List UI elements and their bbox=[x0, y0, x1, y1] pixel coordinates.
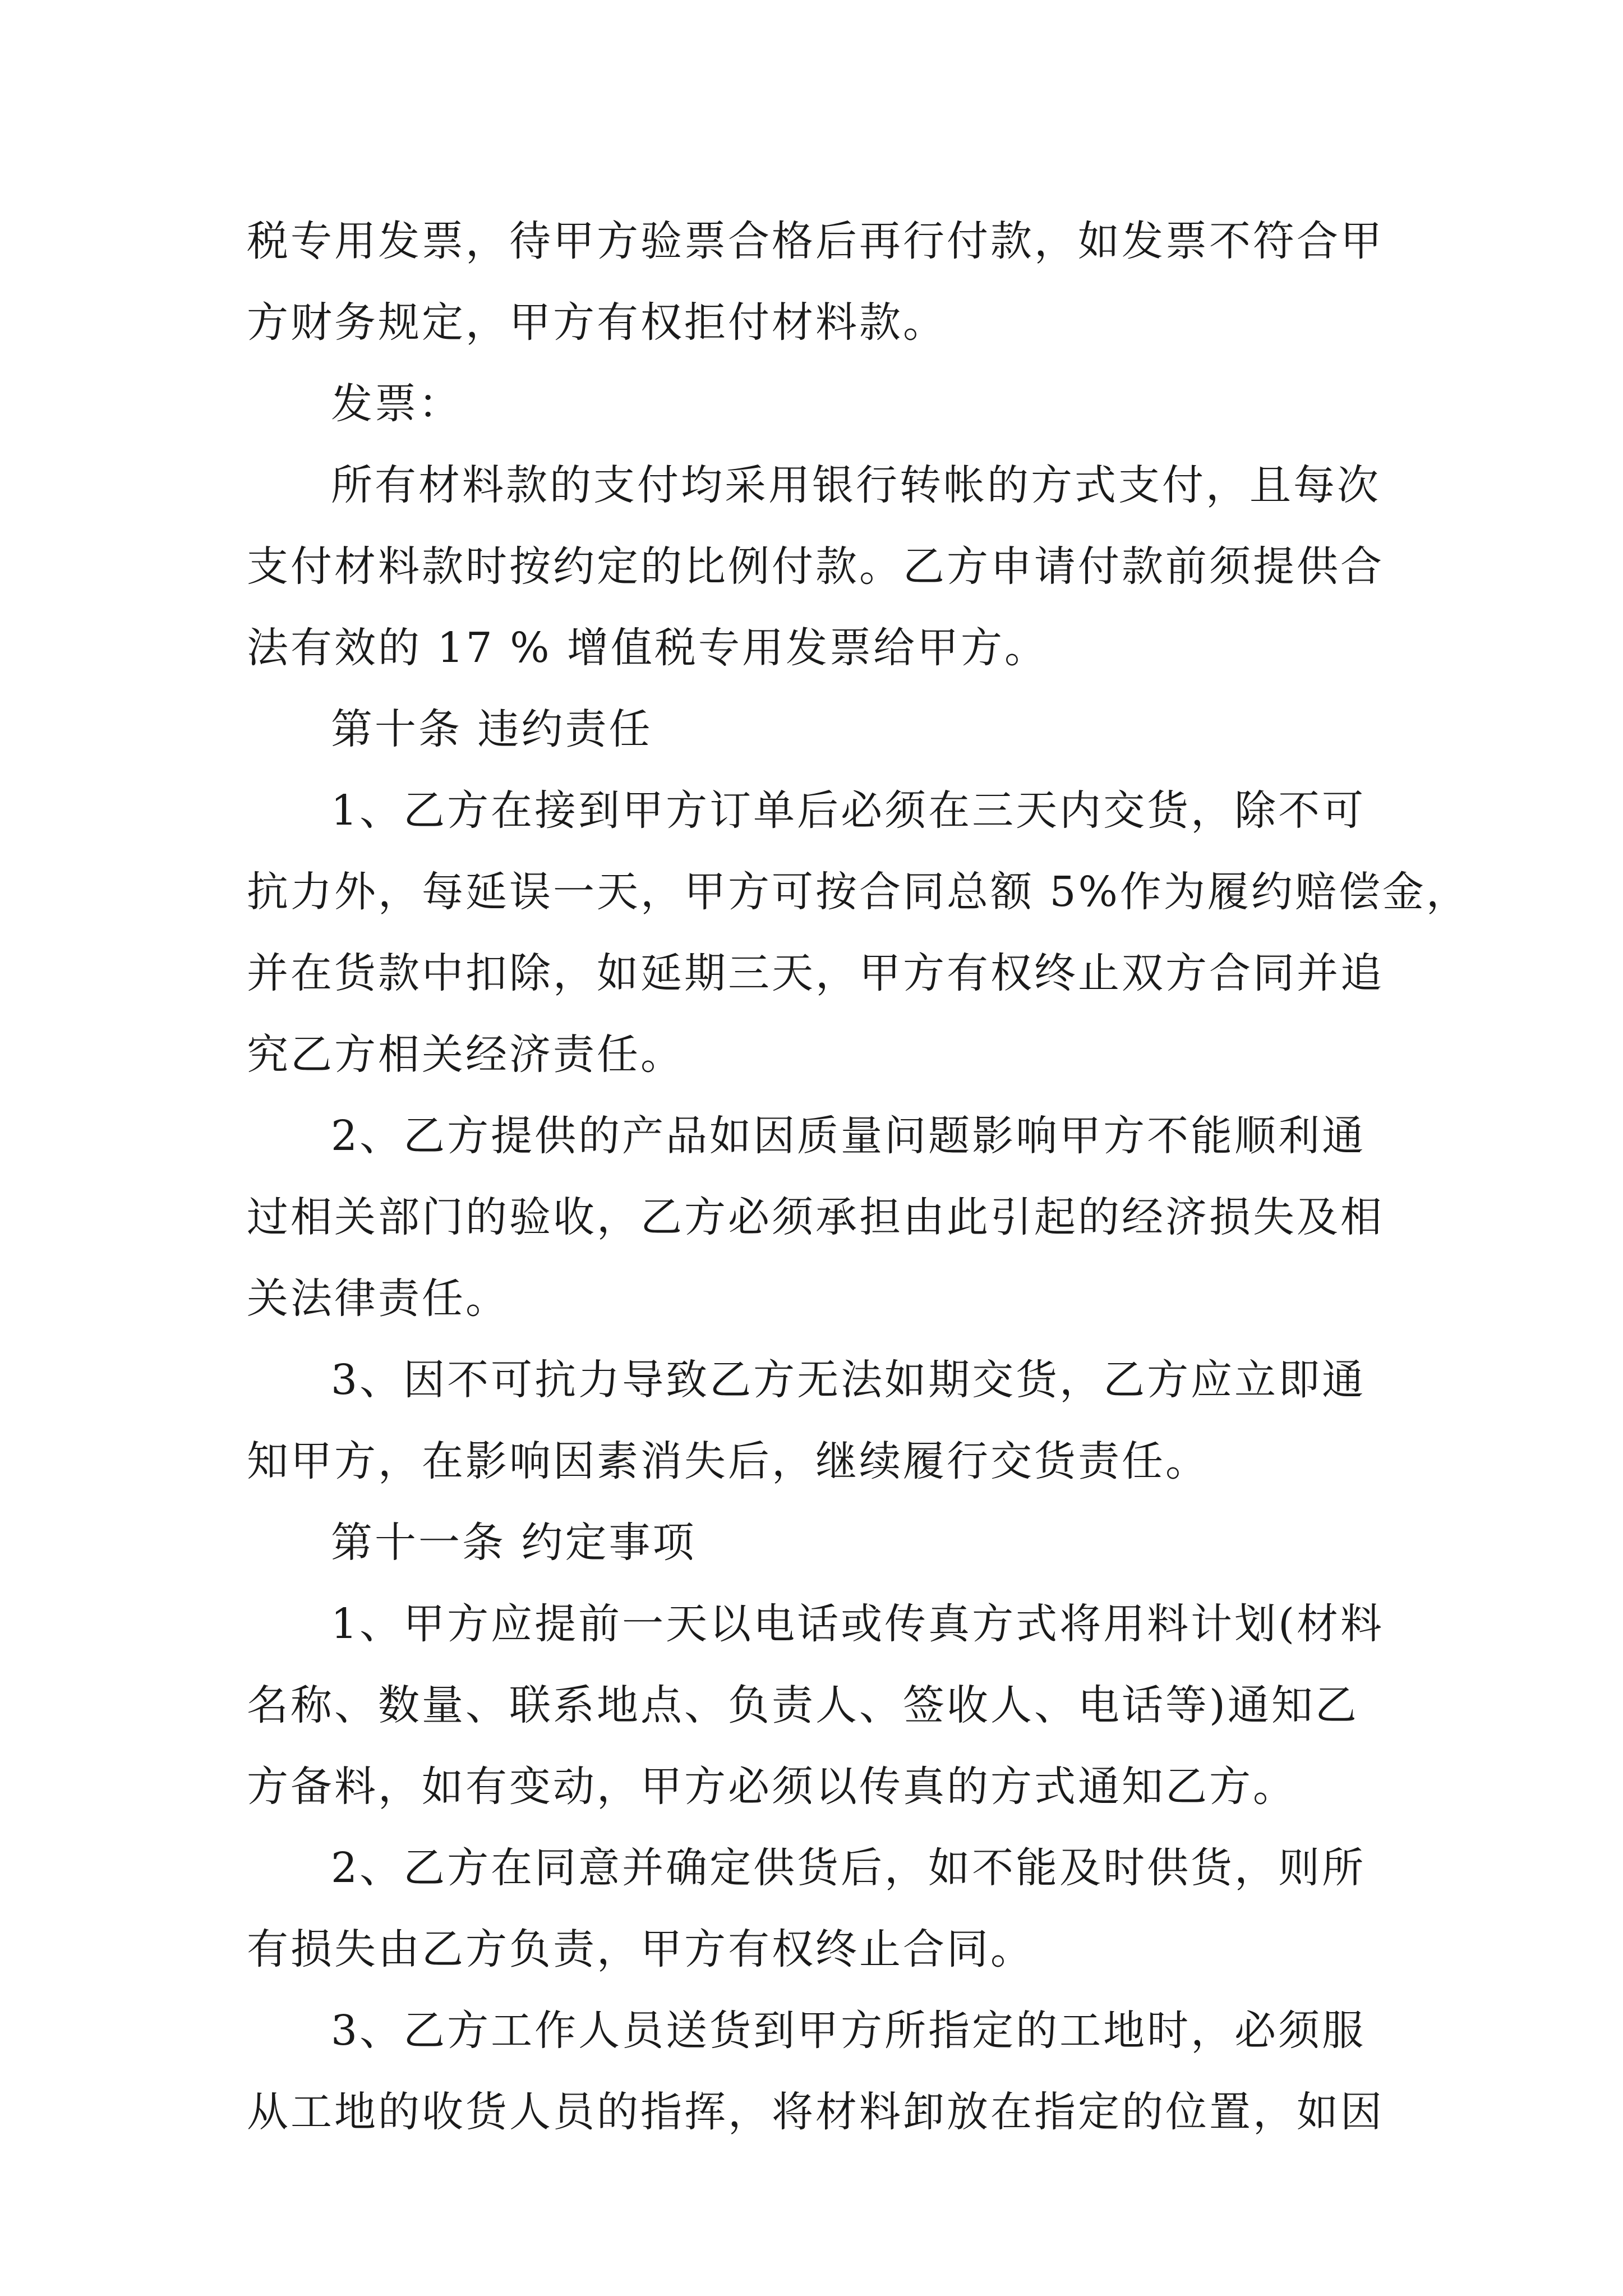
text-line: 从工地的收货人员的指挥，将材料卸放在指定的位置，如因 bbox=[247, 2088, 1384, 2136]
text-line: 方备料，如有变动，甲方必须以传真的方式通知乙方。 bbox=[247, 1763, 1297, 1811]
section-heading: 第十条 违约责任 bbox=[331, 705, 653, 753]
text-line: 知甲方，在影响因素消失后，继续履行交货责任。 bbox=[247, 1437, 1209, 1485]
text-line: 发票： bbox=[331, 380, 462, 428]
text-line: 税专用发票，待甲方验票合格后再行付款，如发票不符合甲 bbox=[247, 217, 1384, 265]
text-line: 抗力外，每延误一天，甲方可按合同总额 5%作为履约赔偿金， bbox=[247, 868, 1470, 916]
text-line: 并在货款中扣除，如延期三天，甲方有权终止双方合同并追 bbox=[247, 949, 1384, 997]
text-line: 究乙方相关经济责任。 bbox=[247, 1030, 684, 1079]
text-line: 3、乙方工作人员送货到甲方所指定的工地时，必须服 bbox=[331, 2007, 1366, 2055]
text-line: 1、甲方应提前一天以电话或传真方式将用料计划(材料 bbox=[331, 1600, 1384, 1648]
text-line: 支付材料款时按约定的比例付款。乙方申请付款前须提供合 bbox=[247, 542, 1384, 591]
text-line: 1、乙方在接到甲方订单后必须在三天内交货，除不可 bbox=[331, 786, 1366, 835]
text-line: 2、乙方在同意并确定供货后，如不能及时供货，则所 bbox=[331, 1844, 1366, 1892]
text-line: 有损失由乙方负责，甲方有权终止合同。 bbox=[247, 1925, 1034, 1973]
text-line: 方财务规定，甲方有权拒付材料款。 bbox=[247, 298, 947, 347]
text-line: 关法律责任。 bbox=[247, 1274, 509, 1323]
text-line: 所有材料款的支付均采用银行转帐的方式支付，且每次 bbox=[331, 461, 1381, 509]
section-heading: 第十一条 约定事项 bbox=[331, 1519, 697, 1567]
text-line: 法有效的 17 % 增值税专用发票给甲方。 bbox=[247, 624, 1049, 672]
document-body bbox=[247, 201, 1470, 2153]
text-line: 2、乙方提供的产品如因质量问题影响甲方不能顺利通 bbox=[331, 1112, 1366, 1160]
text-line: 过相关部门的验收，乙方必须承担由此引起的经济损失及相 bbox=[247, 1193, 1384, 1241]
text-line: 3、因不可抗力导致乙方无法如期交货，乙方应立即通 bbox=[331, 1356, 1366, 1404]
text-line: 名称、数量、联系地点、负责人、签收人、电话等)通知乙 bbox=[247, 1681, 1359, 1729]
